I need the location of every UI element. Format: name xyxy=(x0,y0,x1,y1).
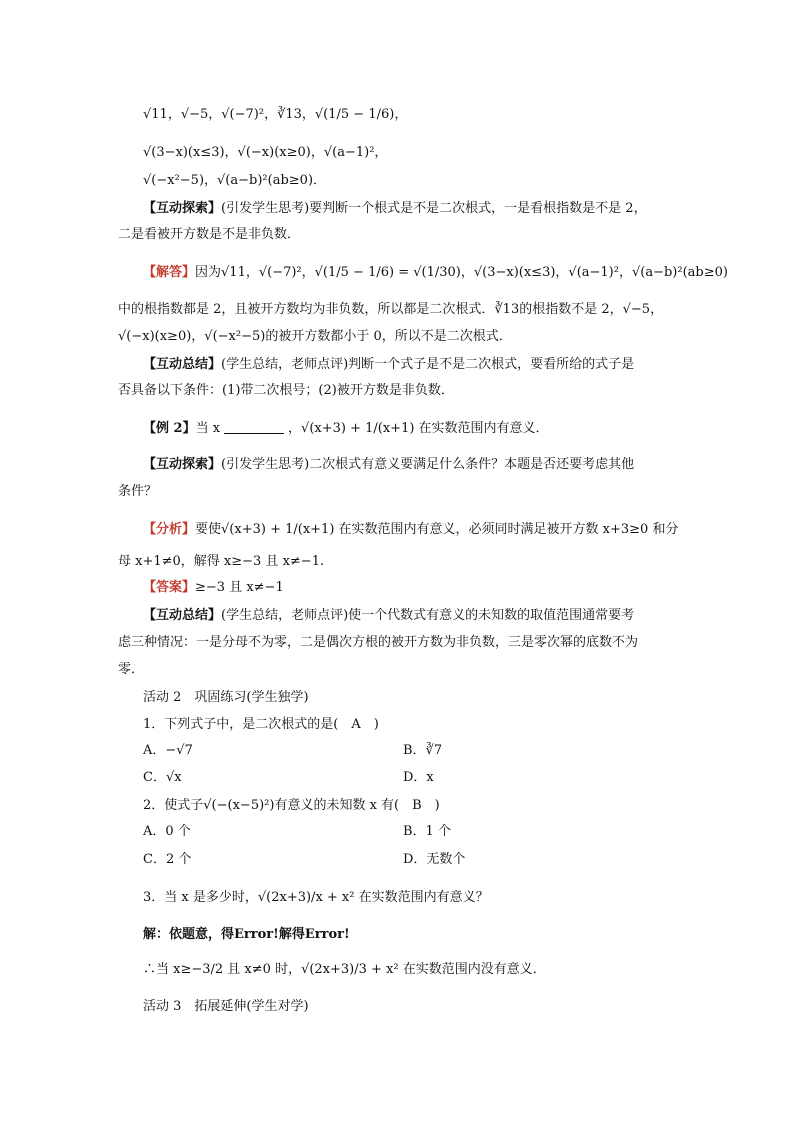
answer-line-c: √(−x)(x≥0)，√(−x²−5)的被开方数都小于 0，所以不是二次根式． xyxy=(118,329,512,344)
answer-tag: 【解答】 xyxy=(143,265,196,280)
answer-blank xyxy=(224,420,284,434)
summary-1-line-a xyxy=(143,355,733,375)
question-1-option-b: B．∛7 xyxy=(403,743,443,758)
explore-1-line-b: 二是看被开方数是不是非负数． xyxy=(118,227,301,242)
explore-1-text-a: (引发学生思考)要判断一个根式是不是二次根式，一是看根指数是不是 2， xyxy=(221,201,647,216)
analysis-text-a: 要使√(x+3) + 1/(x+1) 在实数范围内有意义，必须同时满足被开方数 x+3≥0 和分 xyxy=(195,522,679,537)
question-2-option-d: D．无数个 xyxy=(403,852,466,867)
radical-list-line-3: √(−x²−5)，√(a−b)²(ab≥0)． xyxy=(143,173,327,188)
summary-1-text-a: (学生总结，老师点评)判断一个式子是不是二次根式，要看所给的式子是 xyxy=(221,357,635,372)
example-2-text-b: ，√(x+3) + 1/(x+1) 在实数范围内有意义． xyxy=(288,421,549,436)
explore-2-text-a: (引发学生思考)二次根式有意义要满足什么条件？本题是否还要考虑其他 xyxy=(221,457,635,472)
question-1-option-d: D．x xyxy=(403,770,434,785)
question-2-option-c: C．2 个 xyxy=(143,852,192,867)
question-2: 2．使式子√(−(x−5)²)有意义的未知数 x 有( B ) xyxy=(143,798,440,813)
summary-2-line-b: 虑三种情况：一是分母不为零，二是偶次方根的被开方数为非负数，三是零次幂的底数不为 xyxy=(118,635,639,650)
summary-2-tag: 【互动总结】 xyxy=(143,608,222,623)
answer-text-a: 因为√11，√(−7)²，√(1/5 − 1/6) = √(1/30)，√(3−x)(x≤3)，√(a−1)²，√(a−b)²(ab≥0) xyxy=(195,265,728,280)
summary-2-text-a: (学生总结，老师点评)使一个代数式有意义的未知数的取值范围通常要考 xyxy=(221,608,635,623)
question-1: 1．下列式子中，是二次根式的是( A ) xyxy=(143,717,379,732)
example-2-line xyxy=(143,419,733,439)
explore-2-tag: 【互动探索】 xyxy=(143,457,222,472)
answer-line-b: 中的根指数都是 2，且被开方数均为非负数，所以都是二次根式．∛13的根指数不是 2，√−5， xyxy=(118,302,664,317)
example-2-tag: 【例 2】 xyxy=(143,421,196,436)
summary-1-tag: 【互动总结】 xyxy=(143,357,222,372)
solution-line-b: ∴当 x≥−3/2 且 x≠0 时，√(2x+3)/3 + x² 在实数范围内没有意义． xyxy=(143,962,546,977)
explore-2-line-a xyxy=(143,455,733,475)
question-2-option-b: B．1 个 xyxy=(403,824,451,839)
analysis-line-b: 母 x+1≠0，解得 x≥−3 且 x≠−1. xyxy=(118,554,325,569)
radical-list-line-2: √(3−x)(x≤3)，√(−x)(x≥0)，√(a−1)²， xyxy=(143,145,388,160)
analysis-tag: 【分析】 xyxy=(143,522,196,537)
summary-1-line-b: 否具备以下条件：(1)带二次根号；(2)被开方数是非负数． xyxy=(118,383,454,398)
radical-list-line-1: √11，√−5，√(−7)²，∛13，√(1/5 − 1/6)， xyxy=(143,107,408,122)
solution-line-a: 解：依题意，得Error!解得Error! xyxy=(143,927,350,942)
answer-line-a xyxy=(143,263,733,283)
key-answer-line xyxy=(143,578,733,598)
key-answer-text: ≥−3 且 x≠−1 xyxy=(195,580,284,595)
explore-1-tag: 【互动探索】 xyxy=(143,201,222,216)
activity-2-heading: 活动 2 巩固练习(学生独学) xyxy=(143,690,309,705)
question-2-option-a: A．0 个 xyxy=(143,824,191,839)
question-1-option-a: A．−√7 xyxy=(143,743,193,758)
summary-2-line-c: 零． xyxy=(118,662,145,677)
explore-1-line-a xyxy=(143,199,733,219)
example-2-text-a: 当 x xyxy=(195,421,221,436)
question-3: 3．当 x 是多少时，√(2x+3)/x + x² 在实数范围内有意义？ xyxy=(143,890,489,905)
key-answer-tag: 【答案】 xyxy=(143,580,196,595)
question-1-option-c: C．√x xyxy=(143,770,182,785)
analysis-line-a xyxy=(143,520,733,540)
summary-2-line-a xyxy=(143,606,733,626)
explore-2-line-b: 条件？ xyxy=(118,484,158,499)
activity-3-heading: 活动 3 拓展延伸(学生对学) xyxy=(143,999,309,1014)
